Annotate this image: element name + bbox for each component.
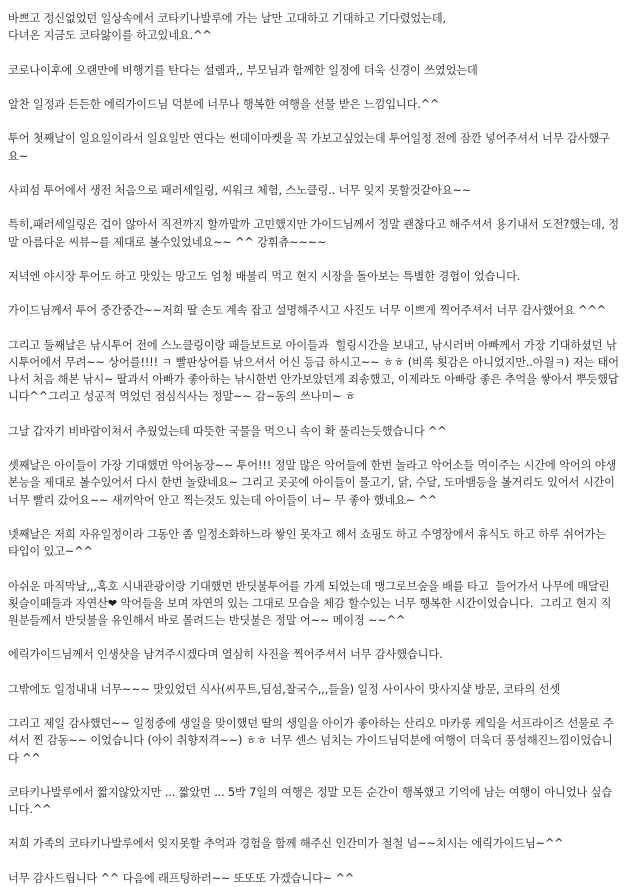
line-spacer [8, 698, 620, 715]
line-spacer [8, 509, 620, 526]
line-spacer [8, 560, 620, 577]
review-line: 그날 갑자기 비바람이쳐서 추웠었는데 따뜻한 국물을 먹으니 속이 확 풀리는듯했습니다 ^^ [8, 424, 447, 438]
line-spacer [8, 199, 620, 216]
review-line: 저녁엔 야시장 투어도 하고 맛있는 망고도 엄청 배불리 먹고 현지 시장을 돌아보는 특별한 경험이 었습니다. [8, 269, 521, 283]
line-spacer [8, 79, 620, 96]
line-spacer [8, 853, 620, 870]
line-spacer [8, 165, 620, 182]
review-line: 넷째날은 저희 자유일정이라 그동안 좀 일정소화하느라 쌓인 못자고 해서 쇼핑도 하고 수영장에서 휴식도 하고 하루 쉬어가는 타입이 있고~^^ [8, 527, 610, 559]
line-spacer [8, 767, 620, 784]
line-spacer [8, 629, 620, 646]
review-line: 다녀온 지금도 코타앓이를 하고있네요.^^ [8, 29, 212, 43]
line-spacer [8, 440, 620, 457]
review-line: 특히,패러세일링은 겁이 않아서 직전까지 할까말까 고민했지만 가이드님께서 정말 괜찮다고 해주셔서 용기내서 도전?했는데, 정말 아름다운 씨뷰~를 제대로 볼수있었네요~~ ^^ 강휘츄~~~~ [8, 218, 619, 249]
review-line: 가이드님께서 투어 중간중간~~저희 딸 손도 계속 잡고 설명해주시고 사진도 너무 이쁘게 찍어주셔서 너무 감사했어요 ^^^ [8, 304, 606, 318]
review-line: 그밖에도 일정내내 너무~~~ 맛있었던 식사(씨푸트,딤섬,찰국수,,,들을) 일정 사이사이 맛사지샬 방문, 코타의 선셋 [8, 682, 561, 696]
review-line: 알찬 일정과 든든한 에릭가이드님 덕분에 너무나 행복한 여행을 선물 받은 느낌입니다.^^ [8, 97, 440, 111]
line-spacer [8, 251, 620, 268]
review-line: 바쁘고 정신없었던 일상속에서 코타키나발루에 가는 날만 고대하고 기대하고 기다렸었는데, [8, 12, 446, 25]
review-line: 그리고 제일 감사했던~~ 일정중에 생일을 맞이했던 딸의 생일을 아이가 좋아하는 산리오 마카롱 케잌을 서프라이즈 선물로 주셔서 찐 감동~~ 이었습니다 (아이 취향저격~~) ㅎㅎ 너무 센스 넘치는 가이드님덕분에 여행이 더욱더 풍성해진느낌이었습니다 ^^ [8, 717, 614, 765]
review-line: 저희 가족의 코타키나발루에서 잊지못할 추억과 경험을 함께 해주신 인간미가 철철 넘~~치시는 에릭가이드님~^^ [8, 837, 564, 851]
review-line: 에릭가이드님께서 인생샷을 남겨주시겠다며 열심히 사진을 찍어주셔서 너무 감사했습니다. [8, 648, 443, 662]
line-spacer [8, 44, 620, 61]
line-spacer [8, 320, 620, 337]
line-spacer [8, 285, 620, 302]
review-line: 사피섬 투어에서 생전 처음으로 패러세일링, 씨워크 체험, 스노클링.. 너무 잊지 못할것같아요~~ [8, 183, 472, 197]
review-line: 코타키나발루에서 짧지않았지만 ... 짧았먼 ... 5박 7일의 여행은 정말 모든 순간이 행복했고 기억에 남는 여행이 아니었나 싶습니다.^^ [8, 785, 613, 817]
review-line: 너무 감사드립니다 ^^ 다음에 래프팅하러~~ 또또또 가겠습니다~ ^^ [8, 871, 355, 885]
line-spacer [8, 113, 620, 130]
review-line: 코로나이후에 오랜만에 비행기를 탄다는 설렘과,, 부모님과 함께한 일정에 더욱 신경이 쓰였었는데 [8, 63, 478, 77]
line-spacer [8, 818, 620, 835]
review-line: 셋째날은 아이들이 가장 기대했먼 악어농장~~ 투어!!! 정말 많은 악어들에 한번 놀라고 악어소들 먹이주는 시간에 악어의 야생 본능을 제대로 볼수있어서 다시 한번 놀랐네요~ 그리고 곳곳에 아이들이 물고기, 닭, 수달, 도마뱀등을 볼거리도 있어서 시간이 너무 빨리 갔어요~~ 새끼악어 안고 찍는것도 있는데 아이들이 너~ 무 좋아 했네요~ ^^ [8, 459, 620, 507]
review-line: 그리고 둘째날은 낚시투어 전에 스노클링이랑 패들보트로 아이들과 힐링시간을 보내고, 낚시러버 아빠께서 가장 기대하셨던 낚시투어에서 무려~~ 상어를!!!! ㅋ 빨판상어를 낚으셔서 어신 등급 하시고~~ ㅎㅎ (비록 횟감은 아니었지만..아읠ㅋ) 저는 태어나서 처음 해본 낚시~ 딸과서 아빠가 좋아하는 낚시한번 안가보았던게 죄송했고, 이제라도 아빠랑 좋은 추억을 쌓아서 뿌듯했답니다^^그리고 성공적 먹었던 점심식사는 정말~~ 감~동의 쓰나미~ ㅎ [8, 338, 619, 404]
review-line: 아쉬운 마직막날,,,혹호 시내관광이랑 기대했먼 반딧불투어를 가게 되었는데 맹그로브숲을 배를 타고 들어가서 나무에 매달린 횟슬이뗴들과 자연산❤ 악어들을 보며 자연의 있는 그대로 모습을 체감 할수있는 너무 행복한 시간이었습니다. 그리고 현지 직원분들께서 반딧불을 유인해서 바로 몰려드는 반딧불은 정말 어~~ 메이징 ~~^^ [8, 579, 613, 627]
line-spacer [8, 664, 620, 681]
review-line: 투어 첫째날이 일요일이라서 일요일만 연다는 썬데이마켓을 꼭 가보고싶었는데 투어일정 전에 잠깐 넣어주셔서 너무 감사했구요~ [8, 132, 610, 163]
line-spacer [8, 406, 620, 423]
